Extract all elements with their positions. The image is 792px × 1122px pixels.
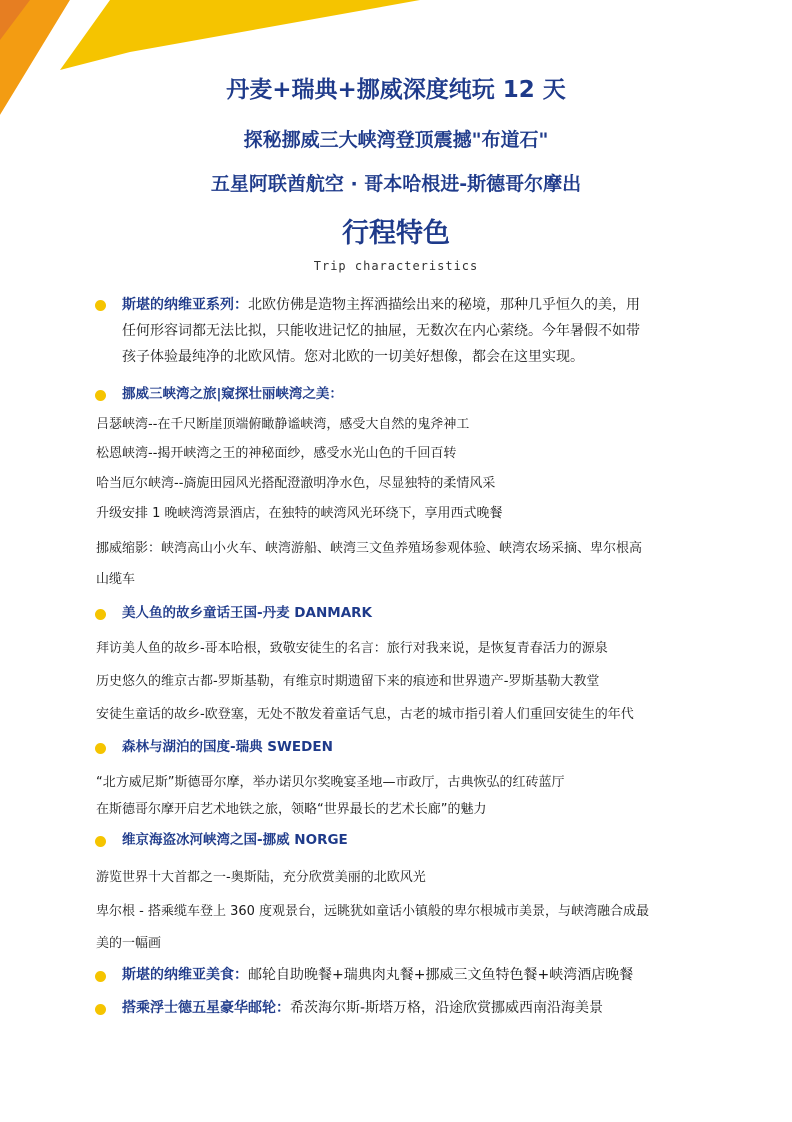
- paragraph-line: 任何形容词都无法比拟，只能收进记忆的抽屉，无数次在内心萦绕。今年暑假不如带: [122, 323, 640, 339]
- bullet-heading: 挪威三峡湾之旅|窥探壮丽峡湾之美：: [122, 386, 343, 402]
- bullet-dot: [95, 390, 106, 401]
- detail-line: 拜访美人鱼的故乡-哥本哈根，致敬安徒生的名言：旅行对我来说，是恢复青春活力的源泉: [96, 641, 608, 656]
- title-block: [0, 72, 792, 276]
- detail-line: 山缆车: [96, 572, 136, 587]
- detail-line: 美的一幅画: [96, 936, 162, 951]
- bullet-text: 希茨海尔斯-斯塔万格，沿途欣赏挪威西南沿海美景: [290, 1000, 604, 1016]
- detail-line: 在斯德哥尔摩开启艺术地铁之旅，领略“世界最长的艺术长廊”的魅力: [96, 802, 487, 817]
- section-paragraph: [122, 292, 722, 370]
- detail-line: 挪威缩影：峡湾高山小火车、峡湾游船、峡湾三文鱼养殖场参观体验、峡湾农场采摘、卑尔根高: [96, 541, 643, 556]
- bullet-heading: 搭乘浮士德五星豪华邮轮：: [122, 1000, 290, 1016]
- bullet-row: [122, 964, 633, 986]
- bullet-heading: 斯堪的纳维亚美食：: [122, 967, 248, 983]
- bullet-dot: [95, 743, 106, 754]
- bullet-row: [122, 997, 603, 1019]
- paragraph-line: 孩子体验最纯净的北欧风情。您对北欧的一切美好想像，都会在这里实现。: [122, 349, 584, 365]
- detail-line: 松恩峡湾--揭开峡湾之王的神秘面纱，感受水光山色的千回百转: [96, 446, 457, 461]
- bullet-heading: 维京海盗冰河峡湾之国-挪威 NORGE: [122, 832, 348, 848]
- bullet-heading: 斯堪的纳维亚系列：: [122, 297, 248, 313]
- main-title: 丹麦+瑞典+挪威深度纯玩 12 天: [226, 77, 566, 103]
- bullet-dot: [95, 609, 106, 620]
- paragraph-line: 北欧仿佛是造物主挥洒描绘出来的秘境，那种几乎恒久的美，用: [248, 297, 640, 313]
- detail-line: 安徒生童话的故乡-欧登塞，无处不散发着童话气息，古老的城市指引着人们重回安徒生的年代: [96, 707, 634, 722]
- bullet-dot: [95, 836, 106, 847]
- detail-line: 历史悠久的维京古都-罗斯基勒，有维京时期遗留下来的痕迹和世界遗产-罗斯基勒大教堂: [96, 674, 600, 689]
- detail-line: 游览世界十大首都之一-奥斯陆，充分欣赏美丽的北欧风光: [96, 870, 426, 885]
- bullet-heading: 美人鱼的故乡童话王国-丹麦 DANMARK: [122, 605, 372, 621]
- bullet-heading: 森林与湖泊的国度-瑞典 SWEDEN: [122, 739, 333, 755]
- detail-line: 吕瑟峡湾--在千尺断崖顶端俯瞰静谧峡湾，感受大自然的鬼斧神工: [96, 417, 470, 432]
- detail-line: 哈当厄尔峡湾--旖旎田园风光搭配澄澈明净水色，尽显独特的柔情风采: [96, 476, 496, 491]
- section-heading: 行程特色: [342, 218, 450, 249]
- subtitle-2: 五星阿联酋航空 · 哥本哈根进-斯德哥尔摩出: [210, 173, 582, 195]
- bullet-dot: [95, 300, 106, 311]
- detail-line: 升级安排 1 晚峡湾湾景酒店，在独特的峡湾风光环绕下，享用西式晚餐: [96, 506, 503, 521]
- subtitle-1: 探秘挪威三大峡湾登顶震撼"布道石": [243, 129, 549, 151]
- bullet-dot: [95, 1004, 106, 1015]
- detail-line: “北方威尼斯”斯德哥尔摩，举办诺贝尔奖晚宴圣地—市政厅，古典恢弘的红砖蓝厅: [96, 775, 565, 790]
- bullet-dot: [95, 971, 106, 982]
- section-subheading: Trip characteristics: [313, 259, 479, 273]
- detail-line: 卑尔根 - 搭乘缆车登上 360 度观景台，远眺犹如童话小镇般的卑尔根城市美景，与峡湾融合成最: [96, 904, 650, 919]
- bullet-text: 邮轮自助晚餐+瑞典肉丸餐+挪威三文鱼特色餐+峡湾酒店晚餐: [248, 967, 634, 983]
